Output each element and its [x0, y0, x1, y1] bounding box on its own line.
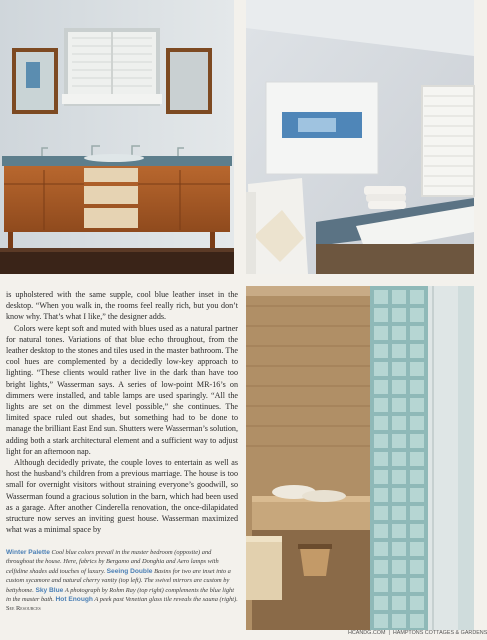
caption-heading: Sky Blue: [35, 586, 64, 594]
caption-text: A peek past Venetian glass tile reveals the sauna (right).: [94, 596, 238, 604]
caption-heading: Seeing Double: [106, 567, 153, 575]
bathroom-vanity-illustration: [0, 0, 234, 274]
footer-separator: |: [388, 630, 390, 636]
body-paragraph: Although decidedly private, the couple loves to entertain as well as host the husband’s children from a previous marriage. The house is too small for overnight visitors without straining everyone’s goodwill, so Wasserman found a gracious solution in the barn, which had been used as a garage. After another Cinderella renovation, the once-dilapidated structure now serves an inviting guest house. Wasserman maximized what was a minimal space by: [6, 458, 238, 535]
photo-caption: [6, 548, 238, 614]
caption-text: Cool blue colors prevail in the master bedroom (opposite) and throughout the house. Here, fabrics by Bergamo and Donghia and Aero lamps with celfidine shades add touches of luxury.: [6, 549, 219, 575]
caption-source: See Resources: [6, 605, 41, 613]
body-paragraph: Colors were kept soft and muted with blues used as a natural partner for natural tones. Variations of that blue echo throughout, from the leather desktop to the stones and tiles used in the master bathroom. The cool hues are complemented by a decidedly low-key approach to lighting. “These clients would rather live in the dark than have too bright lights,” Wasserman says. A series of low-point MR-16’s on dimmers were installed, and table lamps are used sparingly. “All the lights are set on the dimmest level possible,” she continues. The limited space ruled out shades, but something had to be done to manage the brilliant East End sun. Shutters were Wasserman’s solution, adding both a stark architectural element and a sufficient way to adjust light for an afternoon nap.: [6, 323, 238, 456]
body-paragraph: is upholstered with the same supple, cool blue leather inset in the desktop. “When you walk in, the rooms feel really rich, but you don’t know why. That’s what I like,” the designer adds.: [6, 290, 238, 322]
caption-text: Basins for two are inset into a custom sycamore and natural cherry vanity (top left). The swivel mirrors are custom by bettyhome.: [6, 567, 231, 594]
caption-heading: Hot Enough: [55, 596, 93, 604]
article-body: [6, 289, 238, 535]
page-footer: [348, 630, 487, 640]
caption-heading: Winter Palette: [6, 549, 50, 556]
bathtub-illustration: [246, 0, 474, 274]
bathtub-photo: [246, 0, 474, 274]
footer-site: HCANDG.COM: [348, 630, 386, 636]
sauna-photo: [246, 286, 474, 630]
caption-text: A photograph by Rohm Ray (top right) complements the blue light in the master bath.: [6, 586, 235, 604]
footer-magazine: HAMPTONS COTTAGES & GARDENS: [392, 630, 487, 636]
vanity-photo: [0, 0, 234, 274]
sauna-glass-tile-illustration: [246, 286, 474, 630]
